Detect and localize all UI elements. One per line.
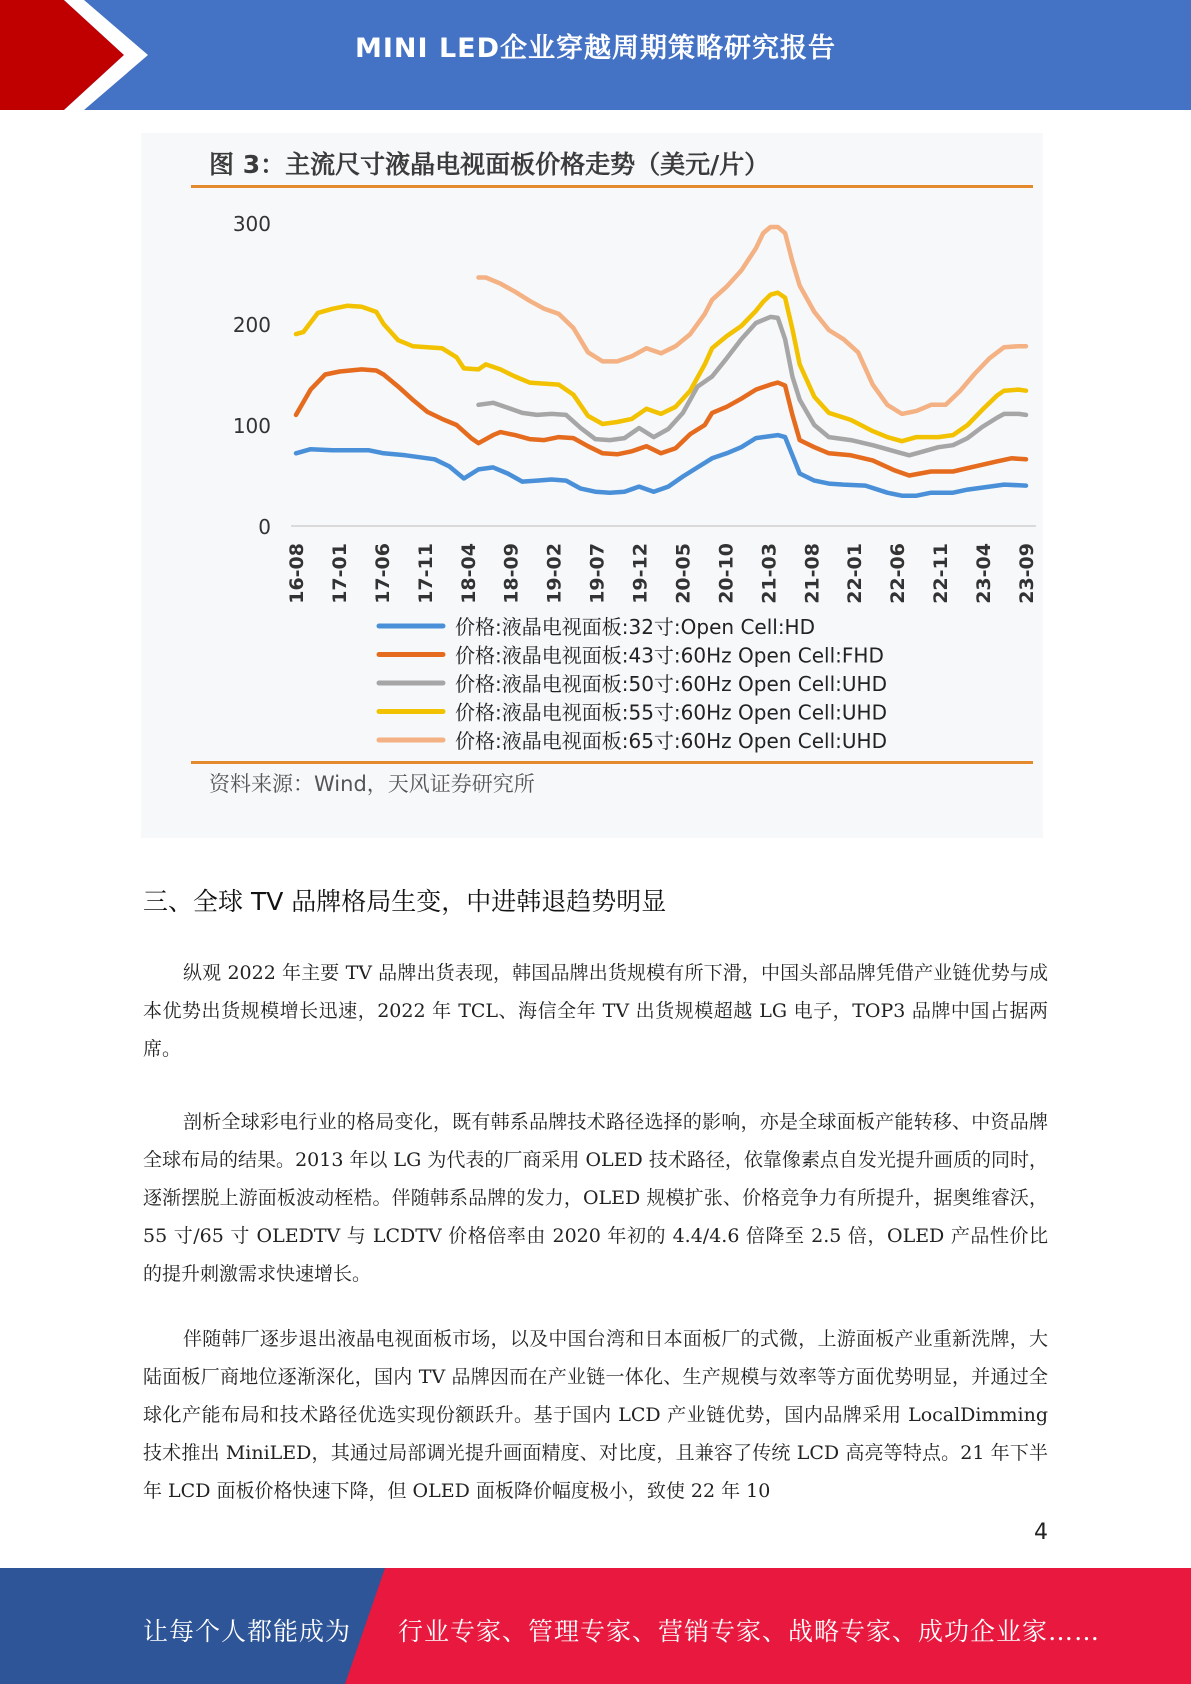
chart-source: 资料来源：Wind，天风证券研究所	[209, 772, 535, 796]
x-tick-label: 20-10	[715, 543, 738, 604]
x-tick-label: 17-01	[328, 543, 351, 604]
legend-label: 价格:液晶电视面板:55寸:60Hz Open Cell:UHD	[455, 700, 887, 725]
x-tick-label: 18-04	[457, 543, 480, 604]
footer-slogan-left: 让每个人都能成为	[143, 1617, 352, 1646]
y-tick-label: 0	[258, 515, 271, 539]
paragraph-1: 纵观 2022 年主要 TV 品牌出货表现，韩国品牌出货规模有所下滑，中国头部品牌凭借产业链优势与成本优势出货规模增长迅速，2022 年 TCL、海信全年 TV 出货规模超越 LG 电子，TOP3 品牌中国占据两席。	[143, 962, 1048, 1060]
x-tick-label: 17-11	[414, 543, 437, 604]
page-number: 4	[1034, 1520, 1048, 1545]
series-line-4	[296, 293, 1026, 442]
section-heading: 三、全球 TV 品牌格局生变，中进韩退趋势明显	[143, 887, 667, 916]
legend-label: 价格:液晶电视面板:65寸:60Hz Open Cell:UHD	[455, 729, 887, 753]
footer-slogan-right: 行业专家、管理专家、营销专家、战略专家、成功企业家……	[398, 1617, 1101, 1646]
x-tick-label: 22-06	[887, 543, 910, 604]
x-tick-label: 23-09	[1016, 543, 1038, 604]
paragraph-2: 剖析全球彩电行业的格局变化，既有韩系品牌技术路径选择的影响，亦是全球面板产能转移、中资品牌全球布局的结果。2013 年以 LG 为代表的厂商采用 OLED 技术路径，依靠像素点自发光提升画质的同时，逐渐摆脱上游面板波动桎梏。伴随韩系品牌的发力，OLED 规模扩张、价格竞争力有所提升，据奥维睿沃，55 寸/65 寸 OLEDTV 与 LCDTV 价格倍率由 2020 年初的 4.4/4.6 倍降至 2.5 倍，OLED 产品性价比的提升刺激需求快速增长。	[143, 1111, 1048, 1285]
x-tick-label: 21-03	[758, 543, 781, 604]
x-tick-label: 19-02	[543, 543, 566, 604]
x-tick-label: 21-08	[801, 543, 824, 604]
x-tick-label: 16-08	[286, 543, 308, 604]
chart-figure	[141, 133, 1043, 838]
series-line-2	[296, 369, 1026, 475]
x-tick-label: 22-11	[930, 543, 953, 604]
legend-label: 价格:液晶电视面板:50寸:60Hz Open Cell:UHD	[455, 672, 887, 696]
x-tick-label: 20-05	[672, 543, 695, 604]
x-tick-label: 18-09	[500, 543, 523, 604]
x-tick-label: 19-12	[629, 543, 652, 604]
y-tick-label: 300	[232, 212, 271, 236]
paragraph-3: 伴随韩厂逐步退出液晶电视面板市场，以及中国台湾和日本面板厂的式微，上游面板产业重新洗牌，大陆面板厂商地位逐渐深化，国内 TV 品牌因而在产业链一体化、生产规模与效率等方面优势明显，并通过全球化产能布局和技术路径优选实现份额跃升。基于国内 LCD 产业链优势，国内品牌采用 LocalDimming 技术推出 MiniLED，其通过局部调光提升画面精度、对比度，且兼容了传统 LCD 高亮等特点。21 年下半年 LCD 面板价格快速下降，但 OLED 面板降价幅度极小，致使 22 年 10	[143, 1328, 1048, 1502]
page-header	[0, 0, 1191, 110]
legend-label: 价格:液晶电视面板:43寸:60Hz Open Cell:FHD	[455, 643, 884, 668]
page-footer	[0, 1568, 1191, 1684]
y-tick-label: 200	[232, 313, 271, 337]
report-title: MINI LED企业穿越周期策略研究报告	[354, 33, 837, 64]
x-tick-label: 19-07	[586, 543, 609, 604]
chart-title: 图 3：主流尺寸液晶电视面板价格走势（美元/片）	[209, 150, 770, 179]
y-tick-label: 100	[232, 414, 271, 438]
x-tick-label: 23-04	[973, 543, 996, 604]
legend-label: 价格:液晶电视面板:32寸:Open Cell:HD	[455, 615, 815, 639]
line-chart	[141, 133, 1043, 838]
chart-source-rule	[191, 761, 1033, 764]
x-tick-label: 22-01	[844, 543, 867, 604]
series-line-1	[296, 435, 1026, 496]
x-tick-label: 17-06	[371, 543, 394, 604]
